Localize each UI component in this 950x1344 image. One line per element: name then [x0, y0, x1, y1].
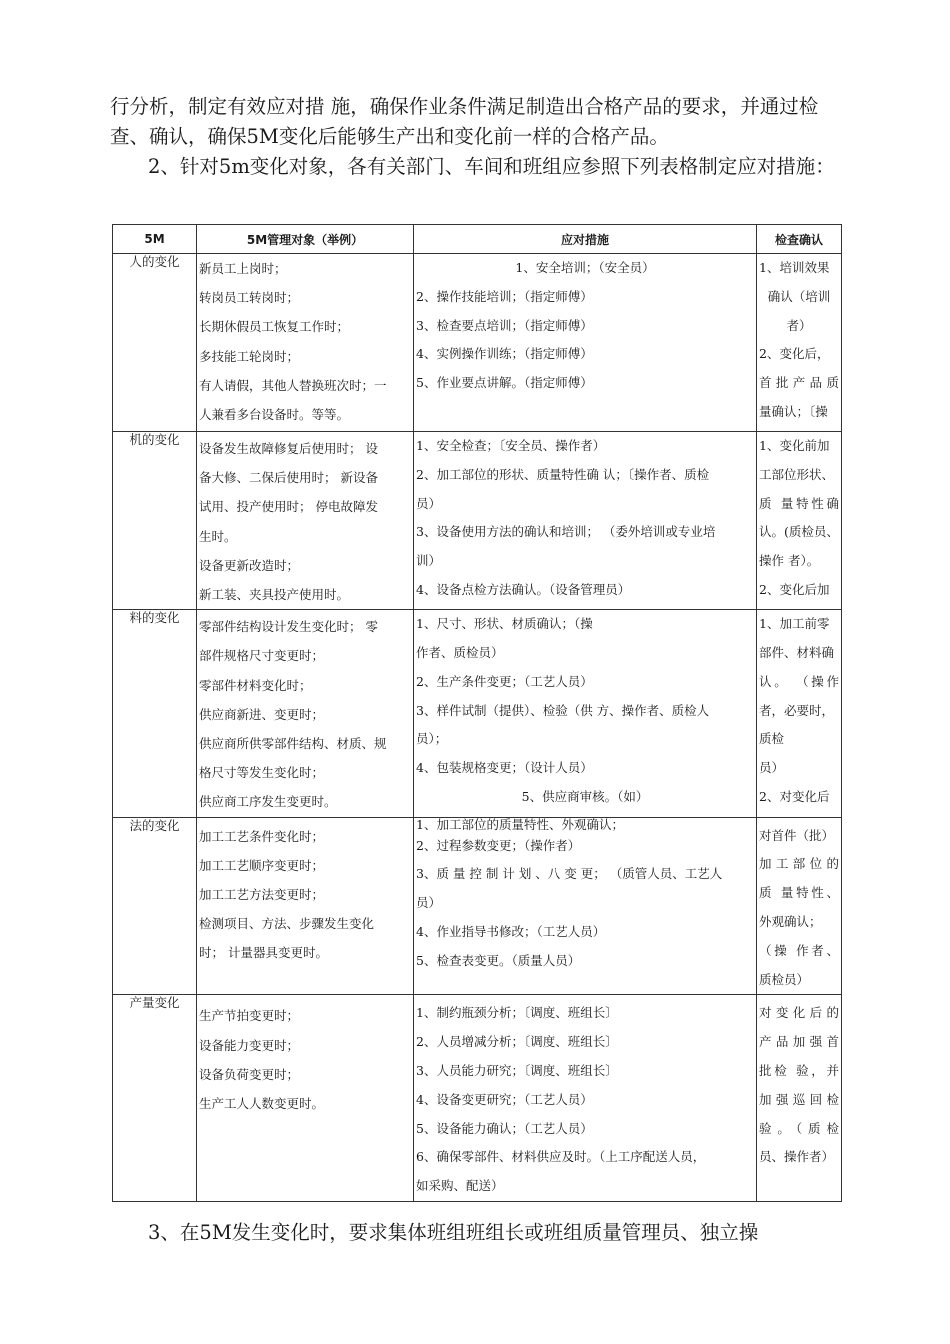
- category-cell: 机的变化: [113, 432, 197, 610]
- objects-cell: [197, 817, 414, 995]
- check-line: 加强巡回检: [759, 1091, 839, 1107]
- measure-line: 2、加工部位的形状、质量特性确 认；〔操作者、质检: [416, 466, 710, 482]
- measure-line: 员）: [416, 895, 442, 911]
- measure-line: 4、设备变更研究；（工艺人员）: [416, 1091, 593, 1107]
- measures-cell: [414, 610, 757, 817]
- measure-line: 2、生产条件变更；（工艺人员）: [416, 673, 593, 689]
- object-line: 生产工人人数变更时。: [199, 1096, 325, 1112]
- check-line: 质 量特性确: [759, 495, 839, 511]
- intro-paragraph-1: 行分析，制定有效应对措 施，确保作业条件满足制造出合格产品的要求，并通过检查、确认，确保5M变化后能够生产出和变化前一样的合格产品。: [110, 95, 819, 148]
- measures-cell: [414, 254, 757, 432]
- measure-line: 1、加工部位的质量特性、外观确认；: [416, 817, 624, 832]
- measure-line: 5、作业要点讲解。（指定师傅）: [416, 375, 593, 391]
- table-row: [113, 254, 842, 432]
- header-5m: 5M: [113, 225, 197, 254]
- checks-cell: [757, 817, 842, 995]
- check-line: 员、操作者）: [759, 1149, 835, 1165]
- outro-paragraph: 3、在5M发生变化时，要求集体班组班组长或班组质量管理员、独立操: [148, 1221, 759, 1244]
- measure-line: 1、安全检查；〔安全员、操作者）: [416, 438, 606, 453]
- object-line: 试用、投产使用时； 停电故障发: [199, 499, 378, 515]
- check-line: 质检: [759, 731, 785, 747]
- objects-cell: [197, 995, 414, 1202]
- object-line: 新工装、夹具投产使用时。: [199, 587, 350, 603]
- table-row: [113, 817, 842, 995]
- measure-line: 4、作业指导书修改；（工艺人员）: [416, 924, 606, 940]
- object-line: 生时。: [199, 528, 237, 544]
- check-line: 加工部位的: [759, 856, 839, 872]
- object-line: 有人请假，其他人替换班次时；一: [199, 377, 387, 393]
- object-line: 格尺寸等发生变化时；: [199, 765, 325, 781]
- check-line: 验。（质检: [759, 1120, 839, 1136]
- object-line: 设备更新改造时；: [199, 557, 300, 573]
- category-cell: 料的变化: [113, 610, 197, 817]
- object-line: 加工工艺条件变化时；: [199, 828, 325, 844]
- header-checks: 检查确认: [757, 225, 842, 254]
- measure-line: 2、过程参数变更；（操作者）: [416, 837, 581, 853]
- object-line: 多技能工轮岗时；: [199, 348, 300, 364]
- measure-line: 2、人员增减分析；〔调度、班组长〕: [416, 1034, 618, 1050]
- check-line: 员）: [759, 760, 785, 776]
- object-line: 时； 计量器具变更时。: [199, 945, 328, 961]
- measure-line: 员）: [416, 495, 442, 511]
- check-line: 对首件（批）: [759, 827, 835, 843]
- object-line: 新员工上岗时；: [199, 261, 287, 276]
- object-line: 检测项目、方法、步骤发生变化: [199, 916, 375, 932]
- table-row: [113, 995, 842, 1202]
- checks-cell: [757, 610, 842, 817]
- check-line: 质 量特性、: [759, 885, 839, 901]
- checks-cell: [757, 254, 842, 432]
- objects-cell: [197, 254, 414, 432]
- check-line: 2、变化后，: [759, 346, 830, 362]
- measure-line: 3、检查要点培训；（指定师傅）: [416, 317, 593, 333]
- check-line: 1、培训效果: [759, 260, 830, 275]
- measure-line: 3、样件试制（提供）、检验（供 方、操作者、质检人: [416, 702, 710, 718]
- objects-cell: [197, 432, 414, 610]
- measure-line: 作者、质检员）: [416, 645, 504, 661]
- check-line: 产品加强首: [759, 1034, 839, 1050]
- check-line: 外观确认；: [759, 914, 822, 930]
- header-objects: 5M管理对象（举例）: [197, 225, 414, 254]
- measure-line: 5、检查表变更。（质量人员）: [416, 952, 581, 968]
- object-line: 零部件材料变化时；: [199, 677, 312, 693]
- objects-cell: [197, 610, 414, 817]
- check-line: 操作 者）。: [759, 553, 820, 569]
- check-line: 者，必要时，: [759, 702, 835, 718]
- check-line: 1、变化前加: [759, 438, 830, 453]
- measure-line: 5、供应商审核。（如）: [521, 789, 649, 804]
- measures-cell: [414, 995, 757, 1202]
- check-line: 首批产品质: [759, 375, 839, 391]
- check-line: 批检 验，并: [759, 1063, 839, 1079]
- table-row: [113, 610, 842, 817]
- measure-line: 3、设备使用方法的确认和培训； （委外培训或专业培: [416, 524, 716, 540]
- object-line: 设备发生故障修复后使用时； 设: [199, 441, 378, 456]
- measure-line: 6、确保零部件、材料供应及时。（上工序配送人员，: [416, 1149, 706, 1165]
- check-line: 2、对变化后: [759, 789, 830, 804]
- measure-line: 3、质 量 控 制 计 划 、八 变 更； （质管人员、工艺人: [416, 866, 723, 882]
- check-line: 1、加工前零: [759, 616, 830, 632]
- object-line: 零部件结构设计发生变化时； 零: [199, 619, 378, 635]
- object-line: 备大修、二保后使用时； 新设备: [199, 470, 378, 486]
- measure-line: 员）；: [416, 731, 448, 747]
- intro-paragraph-2: 2、针对5m变化对象，各有关部门、车间和班组应参照下列表格制定应对措施：: [148, 155, 835, 178]
- measure-line: 4、包装规格变更；（设计人员）: [416, 760, 593, 776]
- measure-line: 1、安全培训；（安全员）: [515, 260, 655, 275]
- table-header-row: [113, 225, 842, 254]
- object-line: 生产节拍变更时；: [199, 1008, 300, 1024]
- check-line: 质检员）: [759, 971, 810, 987]
- object-line: 加工工艺方法变更时；: [199, 887, 325, 903]
- check-line: 工部位形状、: [759, 466, 835, 482]
- checks-cell: [757, 995, 842, 1202]
- measures-cell: [414, 432, 757, 610]
- check-line: 认。 （操作: [759, 673, 839, 689]
- object-line: 供应商新进、变更时；: [199, 706, 325, 722]
- 5m-change-table: [112, 224, 842, 1202]
- table-row: [113, 432, 842, 610]
- check-line: 认。(质检员、: [759, 524, 839, 540]
- object-line: 长期休假员工恢复工作时；: [199, 319, 350, 335]
- header-measures: 应对措施: [414, 225, 757, 254]
- object-line: 供应商工序发生变更时。: [199, 794, 337, 810]
- check-line: 部件、材料确: [759, 645, 835, 661]
- check-line: （操 作者、: [759, 942, 839, 958]
- measure-line: 5、设备能力确认；（工艺人员）: [416, 1120, 593, 1136]
- checks-cell: [757, 432, 842, 610]
- object-line: 供应商所供零部件结构、材质、规: [199, 736, 387, 752]
- check-line: 对变化后的: [759, 1005, 839, 1021]
- check-line: 确认（培训: [767, 288, 831, 304]
- object-line: 设备负荷变更时；: [199, 1066, 300, 1082]
- measure-line: 1、制约瓶颈分析；〔调度、班组长〕: [416, 1005, 618, 1021]
- measure-line: 1、尺寸、形状、材质确认；（操: [416, 616, 593, 632]
- measure-line: 4、设备点检方法确认。（设备管理员）: [416, 581, 631, 597]
- category-cell: 产量变化: [113, 995, 197, 1202]
- check-line: 量确认；〔操: [759, 403, 828, 419]
- measure-line: 训）: [416, 553, 442, 569]
- object-line: 加工工艺顺序变更时；: [199, 857, 325, 873]
- check-line: 者）: [786, 317, 812, 333]
- object-line: 转岗员工转岗时；: [199, 290, 300, 306]
- measure-line: 4、实例操作训练；（指定师傅）: [416, 346, 593, 362]
- category-cell: 法的变化: [113, 817, 197, 995]
- category-cell: 人的变化: [113, 254, 197, 432]
- measure-line: 如采购、配送）: [416, 1178, 504, 1194]
- check-line: 2、变化后加: [759, 581, 830, 597]
- object-line: 部件规格尺寸变更时；: [199, 648, 325, 664]
- measure-line: 3、人员能力研究；〔调度、班组长〕: [416, 1063, 618, 1079]
- object-line: 人兼看多台设备时。等等。: [199, 407, 350, 423]
- object-line: 设备能力变更时；: [199, 1037, 300, 1053]
- measures-cell: [414, 817, 757, 995]
- measure-line: 2、操作技能培训；（指定师傅）: [416, 288, 593, 304]
